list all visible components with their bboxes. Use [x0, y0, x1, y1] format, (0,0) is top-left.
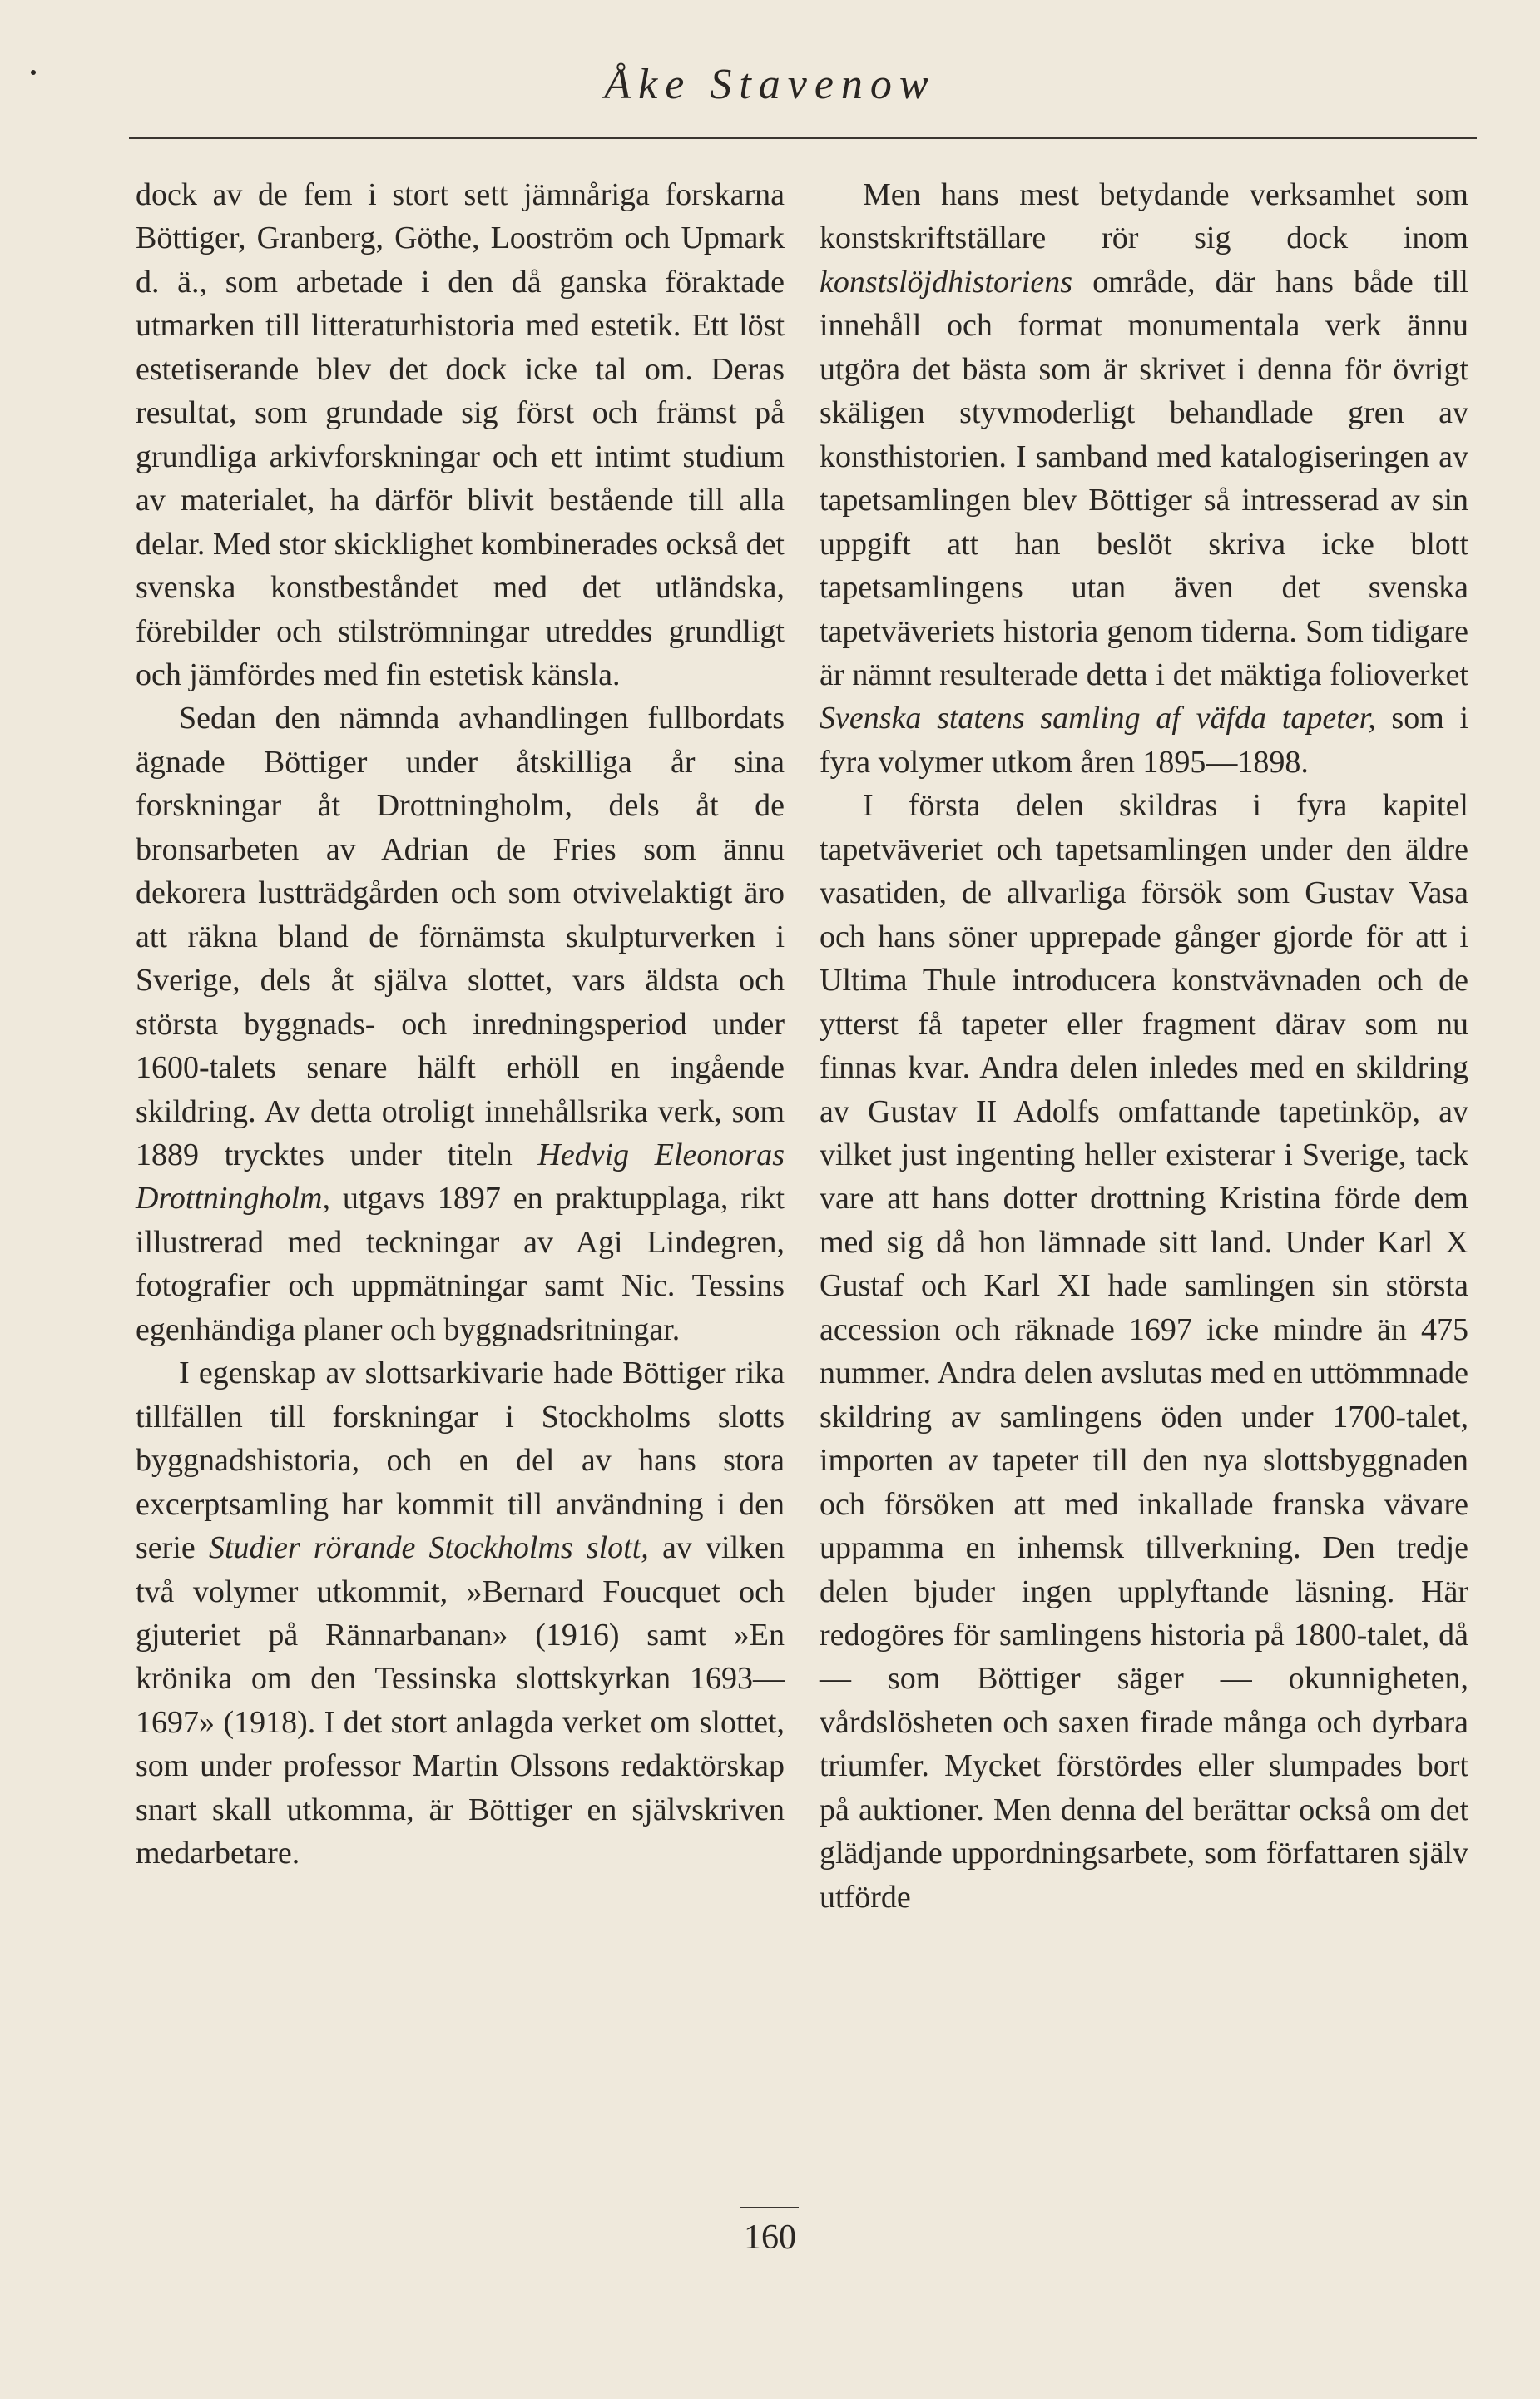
- text-run: som i fyra volymer utkom åren 1895—1898.: [820, 701, 1469, 780]
- text-run: område, där hans både till innehåll och format monumentala verk ännu utgöra det bästa som är skrivet i denna för övrigt skäligen styvmoderligt behandlade gren av konsthistorien. I samband med katalogiseringen av tapetsamlingen blev Böttiger så intresserad av sin uppgift att han beslöt skriva icke blott tapetsamlingens utan även det svenska tapetväveriets historia genom tiderna. Som tidigare är nämnt resulterade detta i det mäktiga folioverket: [820, 264, 1468, 692]
- running-header-author: Åke Stavenow: [604, 61, 936, 108]
- left-paragraph-1: [136, 173, 785, 696]
- right-paragraph-2: [820, 784, 1468, 1919]
- text-run: av vilken två volymer utkommit, »Bernard Foucquet och gjuteriet på Rännarbanan» (1916) samt »En krönika om den Tessinska slottskyrkan 1693—1697» (1918). I det stort anlagda verket om slottet, som under professor Martin Olssons redaktörskap snart skall utkomma, är Böttiger en självskriven medarbetare.: [136, 1530, 785, 1871]
- italic-term: konstslöjdhistoriens: [820, 264, 1073, 300]
- header-rule: [129, 137, 1477, 139]
- left-paragraph-3: [136, 1351, 785, 1875]
- text-run: I första delen skildras i fyra kapitel tapetväveriet och tapetsamlingen under den äldre vasatiden, de allvarliga försök som Gustav Vasa och hans söner upprepade gånger gjorde för att i Ultima Thule introducera konstvävnaden och de ytterst få tapeter eller fragment därav som nu finnas kvar. Andra delen inledes med en skildring av Gustav II Adolfs omfattande tapetinköp, av vilket just ingenting heller existerar i Sverige, tack vare att hans dotter drottning Kristina förde dem med sig då hon lämnade sitt land. Under Karl X Gustaf och Karl XI hade samlingen sin största accession och räknade 1697 icke mindre än 475 nummer. Andra delen avslutas med en uttömmnade skildring av samlingens öden under 1700-talet, importen av tapeter till den nya slottsbyggnaden och försöken att med inkallade franska vävare uppamma en inhemsk tillverkning. Den tredje delen bjuder ingen upplyftande läsning. Här redogöres för samlingens historia på 1800-talet, då — som Böttiger säger — okunnigheten, vårdslösheten och saxen firade många och dyrbara triumfer. Mycket förstördes eller slumpades bort på auktioner. Men denna del berättar också om det glädjande uppordningsarbete, som författaren själv utförde: [820, 788, 1468, 1915]
- text-run: dock av de fem i stort sett jämnåriga forskarna Böttiger, Granberg, Göthe, Looström och Upmark d. ä., som arbetade i den då ganska föraktade utmarken till litteraturhistoria med estetik. Ett löst estetiserande blev det dock icke tal om. Deras resultat, som grundade sig först och främst på grundliga arkivforskningar och ett intimt studium av materialet, ha därför blivit bestående till alla delar. Med stor skicklighet kombinerades också det svenska konstbeståndet med det utländska, förebilder och stilströmningar utreddes grundligt och jämfördes med fin estetisk känsla.: [136, 177, 785, 692]
- right-paragraph-1: [820, 173, 1468, 784]
- left-paragraph-2: [136, 696, 785, 1351]
- text-run: utgavs 1897 en praktupplaga, rikt illustrerad med teckningar av Agi Lindegren, fotografier och uppmätningar samt Nic. Tessins egenhändiga planer och byggnadsritningar.: [136, 1181, 785, 1347]
- italic-title: Studier rörande Stockholms slott,: [208, 1530, 649, 1566]
- text-run: Sedan den nämnda avhandlingen fullbordats ägnade Böttiger under åtskilliga år sina forskningar åt Drottningholm, dels åt de bronsarbeten av Adrian de Fries som ännu dekorera lustträdgården och som otvivelaktigt äro att räkna bland de förnämsta skulpturverken i Sverige, dels åt själva slottet, vars äldsta och största byggnads- och inredningsperiod under 1600-talets senare hälft erhöll en ingående skildring. Av detta otroligt innehållsrika verk, som 1889 trycktes under titeln: [136, 701, 785, 1172]
- italic-title: Hedvig Eleonoras Drottningholm,: [136, 1137, 785, 1217]
- italic-title: Svenska statens samling af väfda tapeter,: [820, 701, 1376, 736]
- folio-rule: [740, 2207, 799, 2208]
- right-column: [820, 173, 1468, 1919]
- page-number: 160: [744, 2218, 796, 2257]
- text-run: I egenskap av slottsarkivarie hade Böttiger rika tillfällen till forskningar i Stockholms slotts byggnadshistoria, och en del av hans stora excerptsamling har kommit till användning i den serie: [136, 1356, 785, 1566]
- left-column: [136, 173, 785, 1876]
- text-run: Men hans mest betydande verksamhet som konstskriftställare rör sig dock inom: [820, 177, 1468, 256]
